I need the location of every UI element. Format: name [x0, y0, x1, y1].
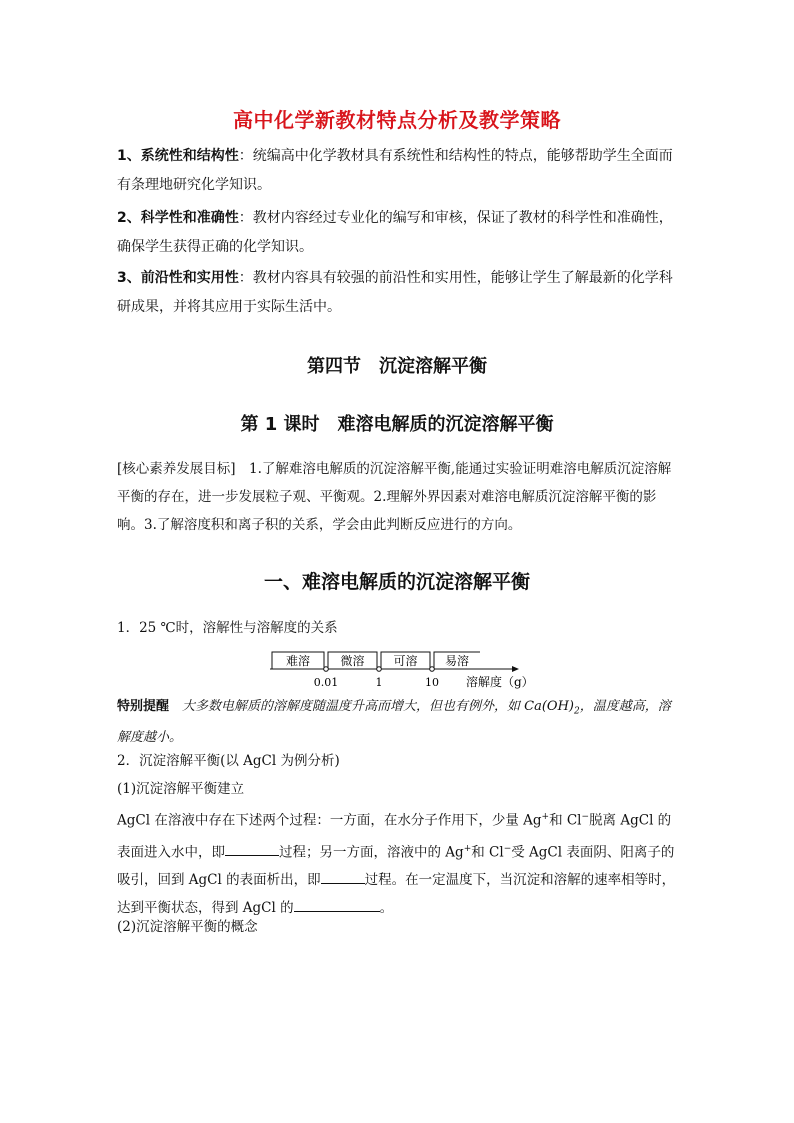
category-label: 易溶: [444, 654, 470, 668]
special-tip-label: 特别提醒: [117, 699, 170, 714]
special-tip-text-2: ，温度越高，溶解度越小。: [117, 699, 671, 745]
agcl-paragraph: AgCl 在溶液中存在下述两个过程：一方面，在水分子作用下，少量 Ag+和 Cl−脱离 AgCl 的表面进入水中，即 过程；另一方面，溶液中的 Ag+和 Cl−受 AgCl 表面阴、阳离子的吸引，回到 AgCl 的表面析出，即 过程。在一定温度下，当沉淀和溶解的速率相等时，达到平衡状态，得到 AgCl 的 。: [117, 812, 676, 916]
blank-1[interactable]: [225, 841, 279, 856]
item-2: 2．沉淀溶解平衡(以 AgCl 为例分析): [117, 753, 340, 769]
special-tip-text: 大多数电解质的溶解度随温度升高而增大，但也有例外，如 Ca(OH): [169, 699, 574, 714]
feature-3: [117, 264, 683, 322]
solubility-axis-arrow: [512, 666, 519, 672]
feature-3-text: ：教材内容具有较强的前沿性和实用性，能够让学生了解最新的化学科研成果，并将其应用于实际生活中。: [117, 270, 673, 315]
category-label: 微溶: [340, 654, 365, 668]
sub-item-2: (2)沉淀溶解平衡的概念: [117, 919, 258, 935]
section-heading: 第四节 沉淀溶解平衡: [307, 356, 487, 377]
tick-label: 1: [375, 676, 383, 689]
special-tip-subscript: 2: [573, 706, 580, 717]
tick-label: 10: [425, 676, 439, 689]
solubility-diagram: [260, 646, 540, 692]
tick-mark: [377, 667, 382, 672]
item-1: 1．25 ℃时，溶解性与溶解度的关系: [117, 620, 338, 636]
core-goals: [117, 455, 683, 539]
category-label: 可溶: [393, 654, 418, 668]
core-goals-label: [核心素养发展目标]: [117, 461, 236, 477]
sub-item-1: (1)沉淀溶解平衡建立: [117, 781, 245, 797]
tick-mark: [324, 667, 329, 672]
feature-1-text: ：统编高中化学教材具有系统性和结构性的特点，能够帮助学生全面而有条理地研究化学知识。: [117, 148, 673, 193]
lesson-heading: 第 1 课时 难溶电解质的沉淀溶解平衡: [240, 414, 554, 435]
blank-2[interactable]: [321, 869, 365, 884]
special-tip: [117, 694, 683, 751]
solubility-axis-label: 溶解度（g）: [466, 675, 534, 689]
core-goals-text: 1.了解难溶电解质的沉淀溶解平衡,能通过实验证明难溶电解质沉淀溶解平衡的存在，进一步发展粒子观、平衡观。2.理解外界因素对难溶电解质沉淀溶解平衡的影响。3.了解溶度积和离子积的关系，学会由此判断反应进行的方向。: [117, 461, 672, 533]
feature-1: [117, 142, 683, 200]
blank-3[interactable]: [294, 897, 380, 912]
page-title: 高中化学新教材特点分析及教学策略: [233, 108, 561, 132]
category-label: 难溶: [285, 654, 311, 668]
feature-3-label: 3、前沿性和实用性: [117, 270, 239, 286]
feature-2-label: 2、科学性和准确性: [117, 210, 239, 226]
feature-2: [117, 204, 683, 262]
part-heading: 一、难溶电解质的沉淀溶解平衡: [263, 571, 530, 593]
tick-label: 0.01: [313, 676, 339, 689]
feature-1-label: 1、系统性和结构性: [117, 148, 239, 164]
tick-mark: [430, 667, 435, 672]
feature-2-text: ：教材内容经过专业化的编写和审核，保证了教材的科学性和准确性，确保学生获得正确的化学知识。: [117, 210, 673, 255]
